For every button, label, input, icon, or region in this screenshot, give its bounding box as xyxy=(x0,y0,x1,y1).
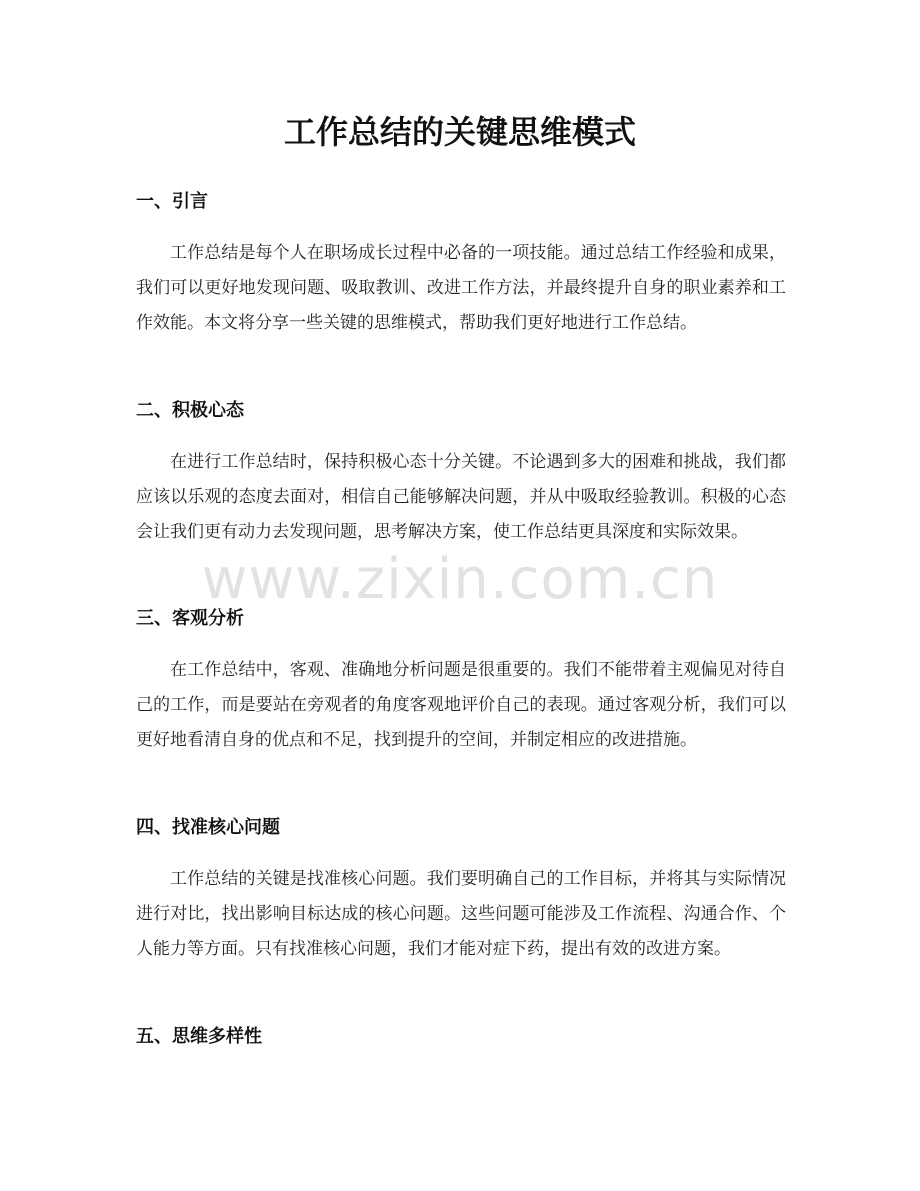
section-body-core-problem: 工作总结的关键是找准核心问题。我们要明确自己的工作目标，并将其与实际情况进行对比，找出影响目标达成的核心问题。这些问题可能涉及工作流程、沟通合作、个人能力等方面。只有找准核心问题，我们才能对症下药，提出有效的改进方案。 xyxy=(136,869,786,959)
watermark: www.zixin.com.cn xyxy=(201,547,719,612)
section-body-objective-analysis: 在工作总结中，客观、准确地分析问题是很重要的。我们不能带着主观偏见对待自己的工作，而是要站在旁观者的角度客观地评价自己的表现。通过客观分析，我们可以更好地看清自身的优点和不足，找到提升的空间，并制定相应的改进措施。 xyxy=(136,660,786,750)
section-heading-objective-analysis: 三、客观分析 xyxy=(136,608,244,629)
section-heading-thinking-diversity: 五、思维多样性 xyxy=(136,1026,262,1047)
page-title: 工作总结的关键思维模式 xyxy=(283,113,636,151)
section-body-introduction: 工作总结是每个人在职场成长过程中必备的一项技能。通过总结工作经验和成果，我们可以更好地发现问题、吸取教训、改进工作方法，并最终提升自身的职业素养和工作效能。本文将分享一些关键的思维模式，帮助我们更好地进行工作总结。 xyxy=(136,243,786,333)
section-heading-core-problem: 四、找准核心问题 xyxy=(136,817,280,838)
section-body-positive-mindset: 在进行工作总结时，保持积极心态十分关键。不论遇到多大的困难和挑战，我们都应该以乐观的态度去面对，相信自己能够解决问题，并从中吸取经验教训。积极的心态会让我们更有动力去发现问题，思考解决方案，使工作总结更具深度和实际效果。 xyxy=(136,452,786,542)
section-heading-positive-mindset: 二、积极心态 xyxy=(136,400,244,421)
section-heading-introduction: 一、引言 xyxy=(136,191,208,212)
